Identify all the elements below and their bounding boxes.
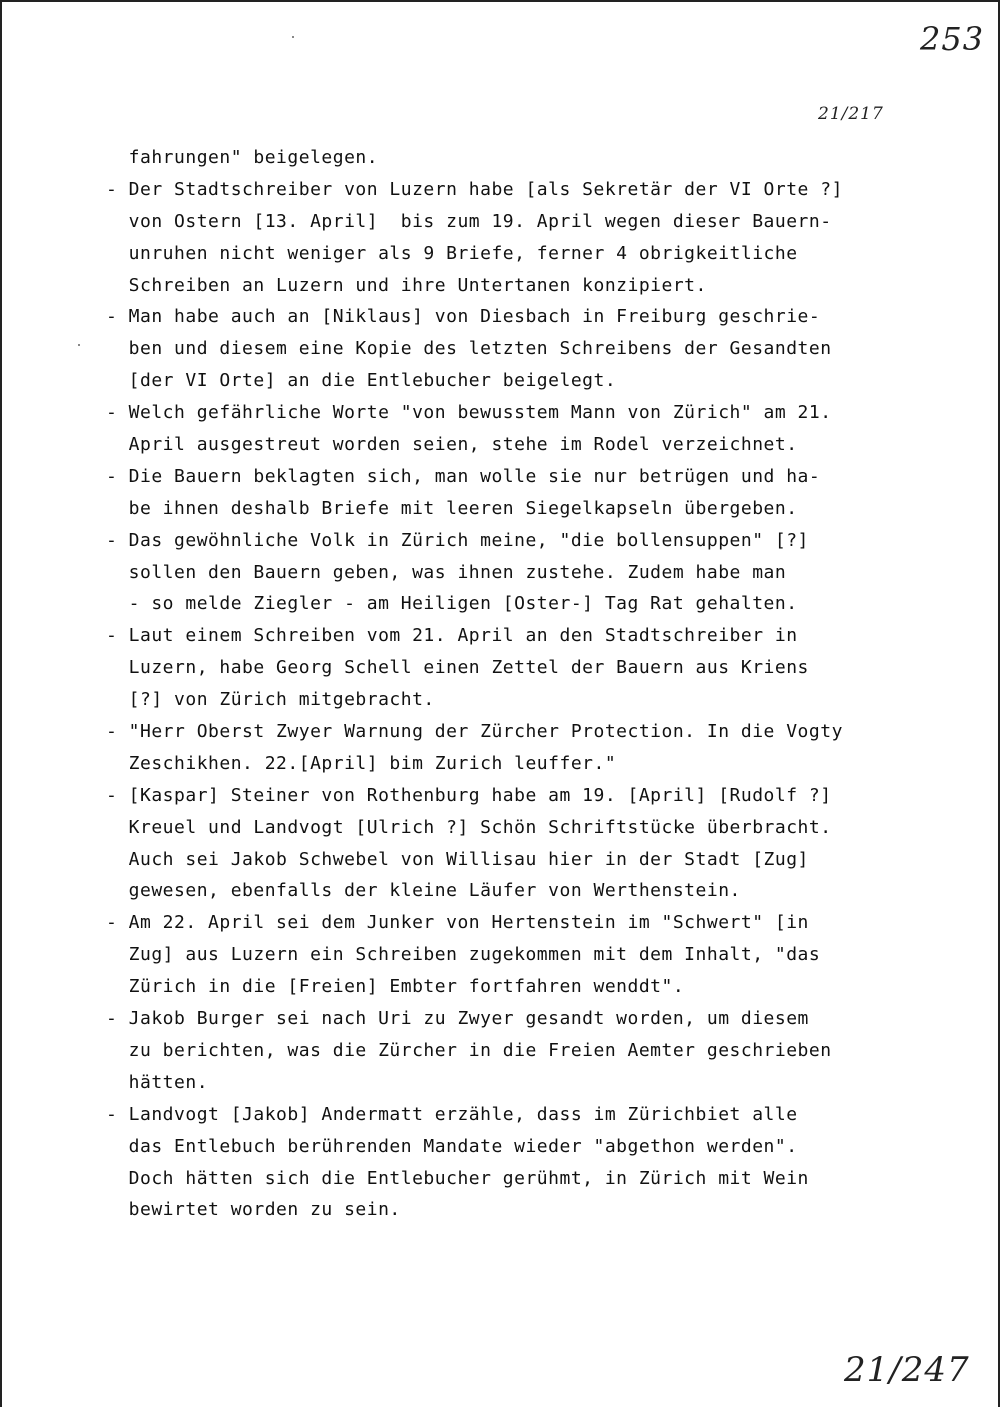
text-line: hätten. xyxy=(106,1071,209,1093)
text-line: das Entlebuch berührenden Mandate wieder "abgethon werden". xyxy=(106,1135,798,1157)
text-line: ben und diesem eine Kopie des letzten Schreibens der Gesandten xyxy=(106,338,832,360)
text-line: - Laut einem Schreiben vom 21. April an den Stadtschreiber in xyxy=(106,625,798,647)
text-line: be ihnen deshalb Briefe mit leeren Siegelkapseln übergeben. xyxy=(106,497,798,519)
document-reference: 21/217 xyxy=(818,104,884,124)
scan-border-top xyxy=(0,0,1000,2)
text-line: April ausgestreut worden seien, stehe im Rodel verzeichnet. xyxy=(106,434,798,456)
text-line: Zürich in die [Freien] Embter fortfahren wenddt". xyxy=(106,976,685,998)
text-line: - Welch gefährliche Worte "von bewusstem Mann von Zürich" am 21. xyxy=(106,402,832,424)
text-line: sollen den Bauern geben, was ihnen zustehe. Zudem habe man xyxy=(106,561,787,583)
handwritten-archive-number: 21/247 xyxy=(844,1350,970,1390)
text-line: [?] von Zürich mitgebracht. xyxy=(106,689,435,711)
text-line: Kreuel und Landvogt [Ulrich ?] Schön Schriftstücke überbracht. xyxy=(106,816,832,838)
scan-border-left xyxy=(0,0,2,1407)
text-line: - Das gewöhnliche Volk in Zürich meine, "die bollensuppen" [?] xyxy=(106,529,809,551)
text-line: - Man habe auch an [Niklaus] von Diesbach in Freiburg geschrie- xyxy=(106,306,821,328)
text-line: von Ostern [13. April] bis zum 19. April wegen dieser Bauern- xyxy=(106,210,832,232)
text-line: Luzern, habe Georg Schell einen Zettel der Bauern aus Kriens xyxy=(106,657,809,679)
document-body xyxy=(106,142,966,1226)
scan-speck xyxy=(78,344,80,346)
text-line: - so melde Ziegler - am Heiligen [Oster-] Tag Rat gehalten. xyxy=(106,593,798,615)
text-line: - Landvogt [Jakob] Andermatt erzähle, dass im Zürichbiet alle xyxy=(106,1103,798,1125)
text-line: - [Kaspar] Steiner von Rothenburg habe am 19. [April] [Rudolf ?] xyxy=(106,784,832,806)
text-line: gewesen, ebenfalls der kleine Läufer von Werthenstein. xyxy=(106,880,741,902)
handwritten-page-number: 253 xyxy=(920,20,985,58)
text-line: - Am 22. April sei dem Junker von Hertenstein im "Schwert" [in xyxy=(106,912,809,934)
text-line: Doch hätten sich die Entlebucher gerühmt, in Zürich mit Wein xyxy=(106,1167,809,1189)
text-line: - Der Stadtschreiber von Luzern habe [als Sekretär der VI Orte ?] xyxy=(106,178,843,200)
text-line: - Jakob Burger sei nach Uri zu Zwyer gesandt worden, um diesem xyxy=(106,1008,809,1030)
scan-speck xyxy=(292,36,294,38)
text-line: bewirtet worden zu sein. xyxy=(106,1199,401,1221)
text-line: zu berichten, was die Zürcher in die Freien Aemter geschrieben xyxy=(106,1039,832,1061)
text-line: [der VI Orte] an die Entlebucher beigelegt. xyxy=(106,370,617,392)
text-line: - Die Bauern beklagten sich, man wolle sie nur betrügen und ha- xyxy=(106,465,821,487)
text-line: - "Herr Oberst Zwyer Warnung der Zürcher Protection. In die Vogty xyxy=(106,721,843,743)
text-line: Zug] aus Luzern ein Schreiben zugekommen mit dem Inhalt, "das xyxy=(106,944,821,966)
text-line: fahrungen" beigelegen. xyxy=(106,147,379,168)
text-line: Schreiben an Luzern und ihre Untertanen konzipiert. xyxy=(106,274,707,296)
text-line: Zeschikhen. 22.[April] bim Zurich leuffer." xyxy=(106,752,617,774)
text-line: Auch sei Jakob Schwebel von Willisau hier in der Stadt [Zug] xyxy=(106,848,809,870)
text-line: unruhen nicht weniger als 9 Briefe, ferner 4 obrigkeitliche xyxy=(106,242,798,264)
